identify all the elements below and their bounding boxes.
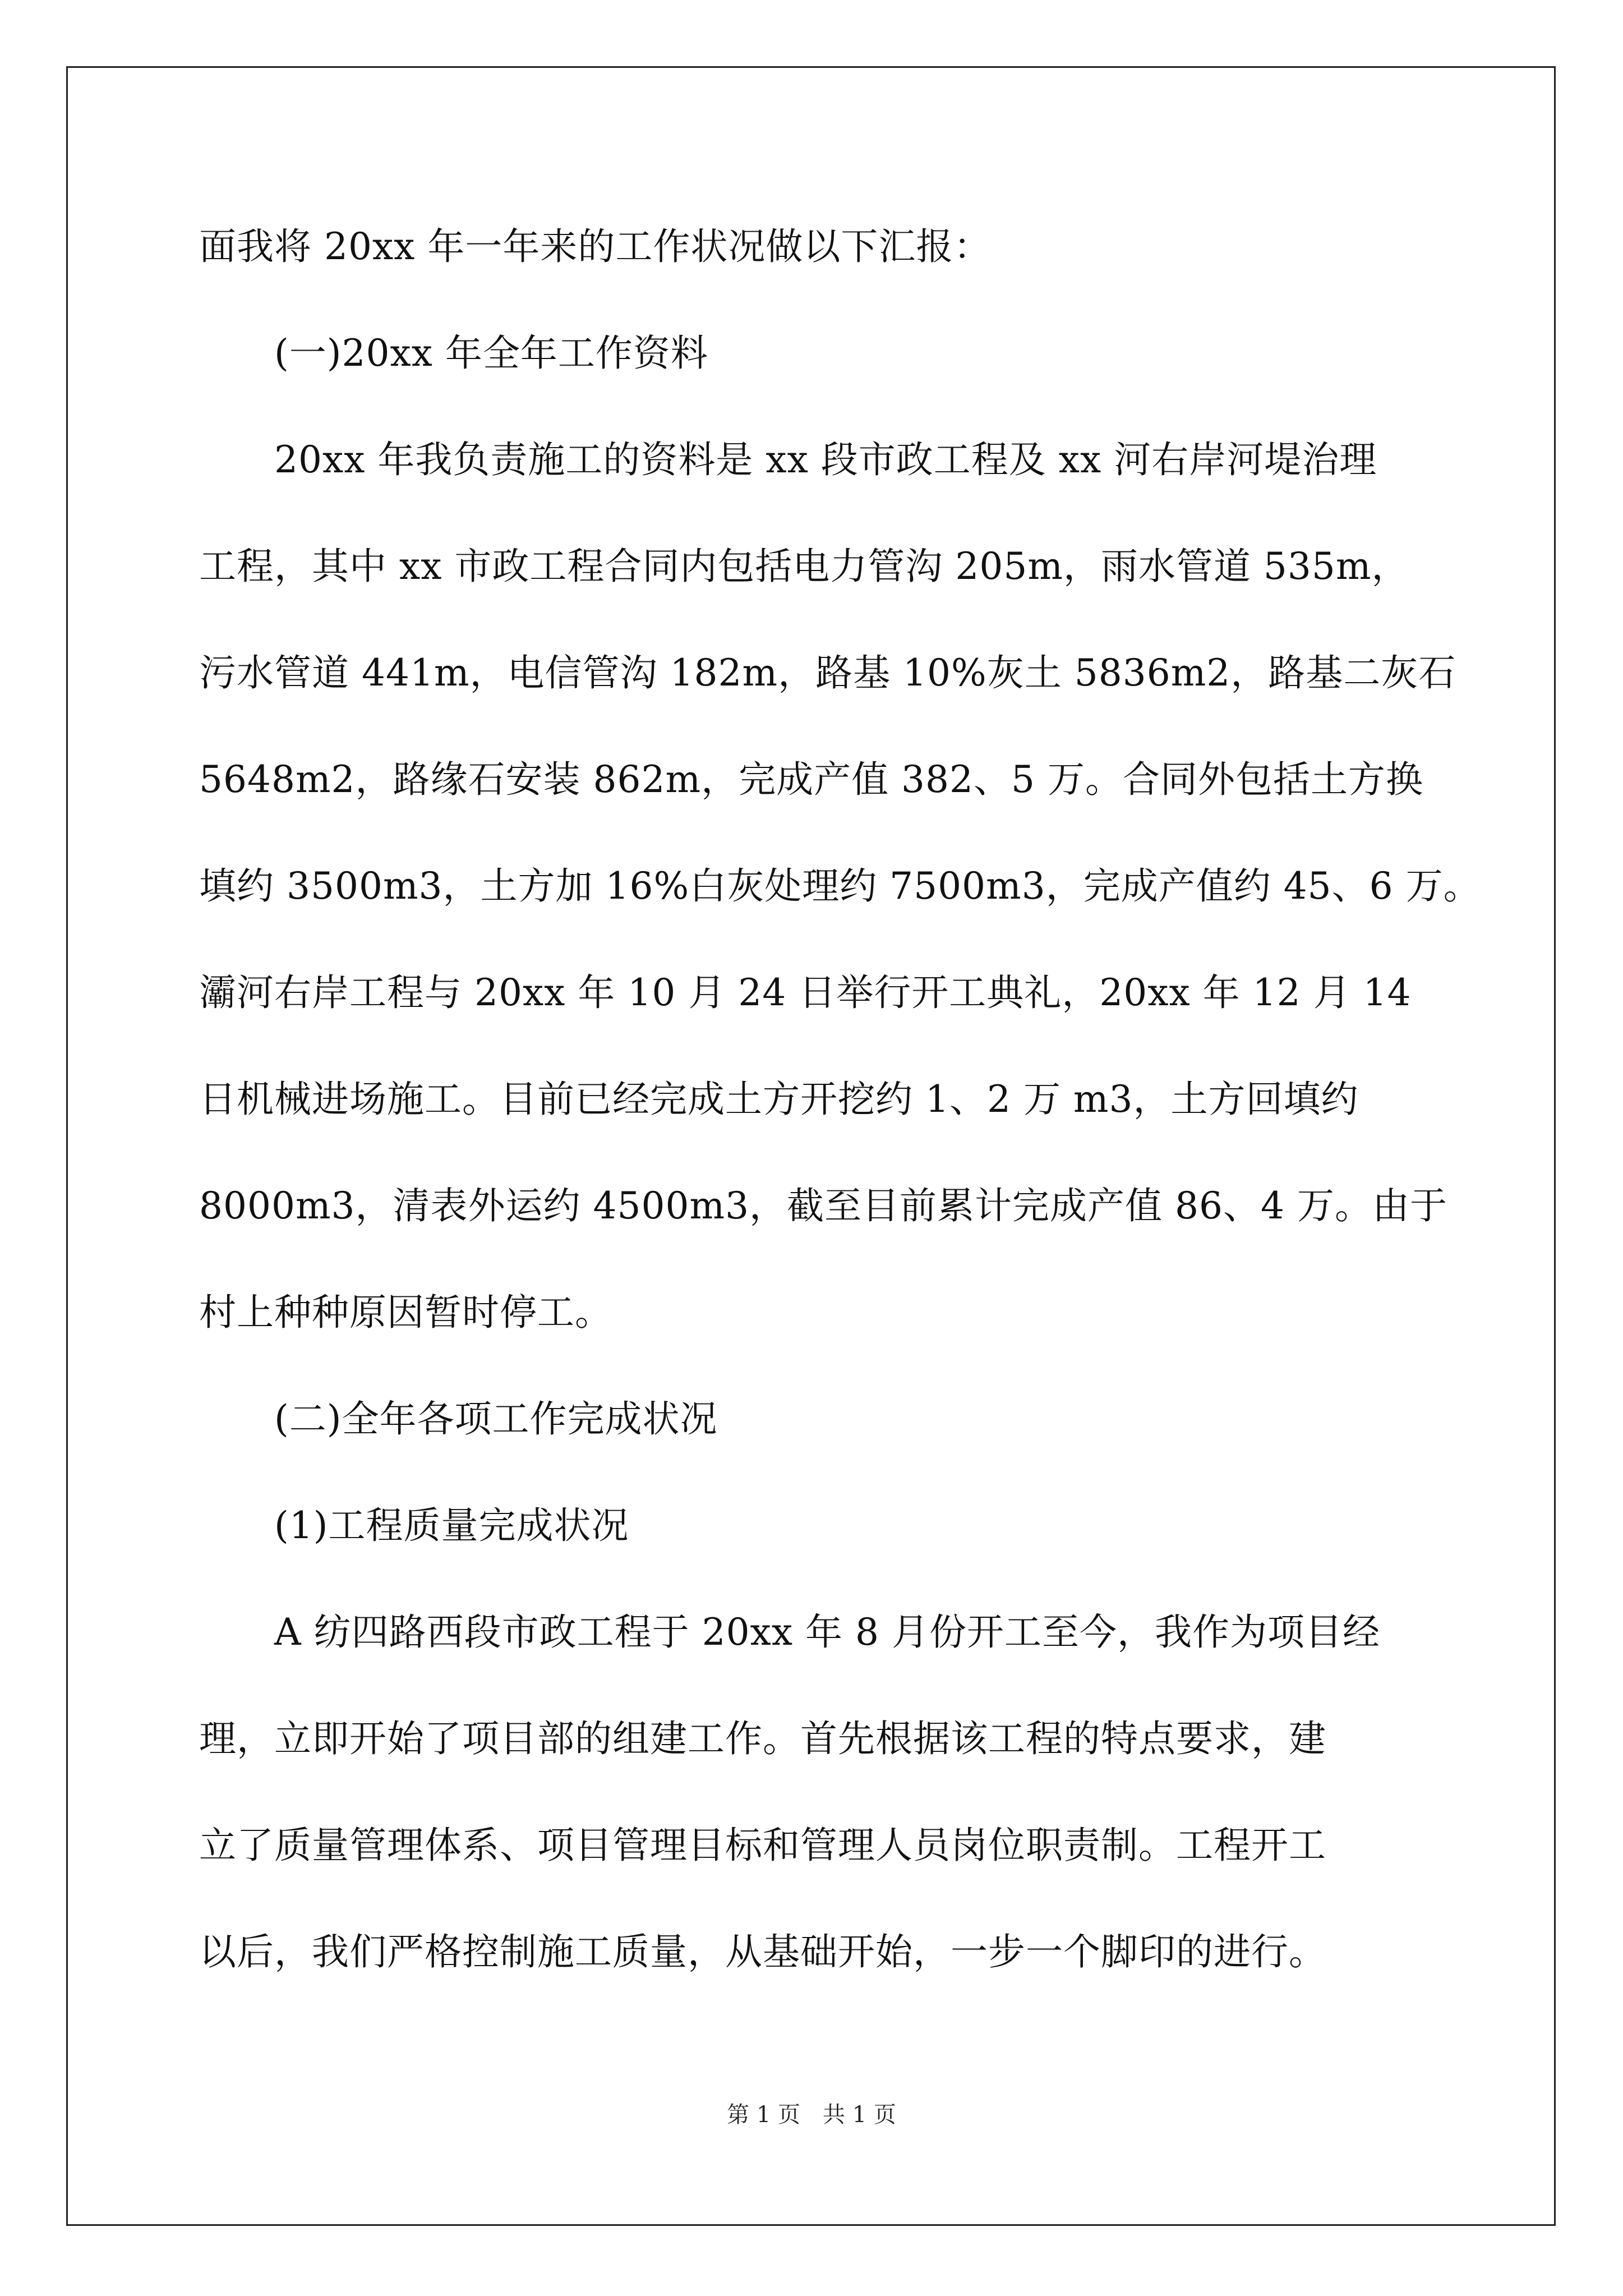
section-heading: (二)全年各项工作完成状况 [199, 1397, 718, 1441]
text-line: 填约 3500m3，土方加 16%白灰处理约 7500m3，完成产值约 45、6 万。 [199, 864, 1481, 908]
text-line: 工程，其中 xx 市政工程合同内包括电力管沟 205m，雨水管道 535m， [199, 545, 1409, 588]
text-line: 理，立即开始了项目部的组建工作。首先根据该工程的特点要求，建 [199, 1717, 1326, 1760]
text-line: 灞河右岸工程与 20xx 年 10 月 24 日举行开工典礼，20xx 年 12 月 14 [199, 971, 1412, 1014]
text-line: 立了质量管理体系、项目管理目标和管理人员岗位职责制。工程开工 [199, 1824, 1326, 1867]
text-line: 8000m3，清表外运约 4500m3，截至目前累计完成产值 86、4 万。由于 [199, 1184, 1447, 1227]
text-line: 20xx 年我负责施工的资料是 xx 段市政工程及 xx 河右岸河堤治理 [199, 438, 1377, 481]
text-line: 5648m2，路缘石安装 862m，完成产值 382、5 万。合同外包括土方换 [199, 758, 1424, 801]
text-line: A 纺四路西段市政工程于 20xx 年 8 月份开工至今，我作为项目经 [199, 1611, 1380, 1654]
text-line: 污水管道 441m，电信管沟 182m，路基 10%灰土 5836m2，路基二灰石 [199, 651, 1456, 694]
text-line: 日机械进场施工。目前已经完成土方开挖约 1、2 万 m3，土方回填约 [199, 1078, 1359, 1121]
page-border [66, 66, 1556, 2226]
section-heading: (一)20xx 年全年工作资料 [199, 332, 708, 375]
page-footer: 第 1 页 共 1 页 [727, 2102, 896, 2128]
text-line: 面我将 20xx 年一年来的工作状况做以下汇报： [199, 225, 992, 268]
subsection-heading: (1)工程质量完成状况 [199, 1504, 629, 1547]
text-line: 村上种种原因暂时停工。 [199, 1291, 612, 1334]
text-line: 以后，我们严格控制施工质量，从基础开始，一步一个脚印的进行。 [199, 1930, 1326, 1973]
